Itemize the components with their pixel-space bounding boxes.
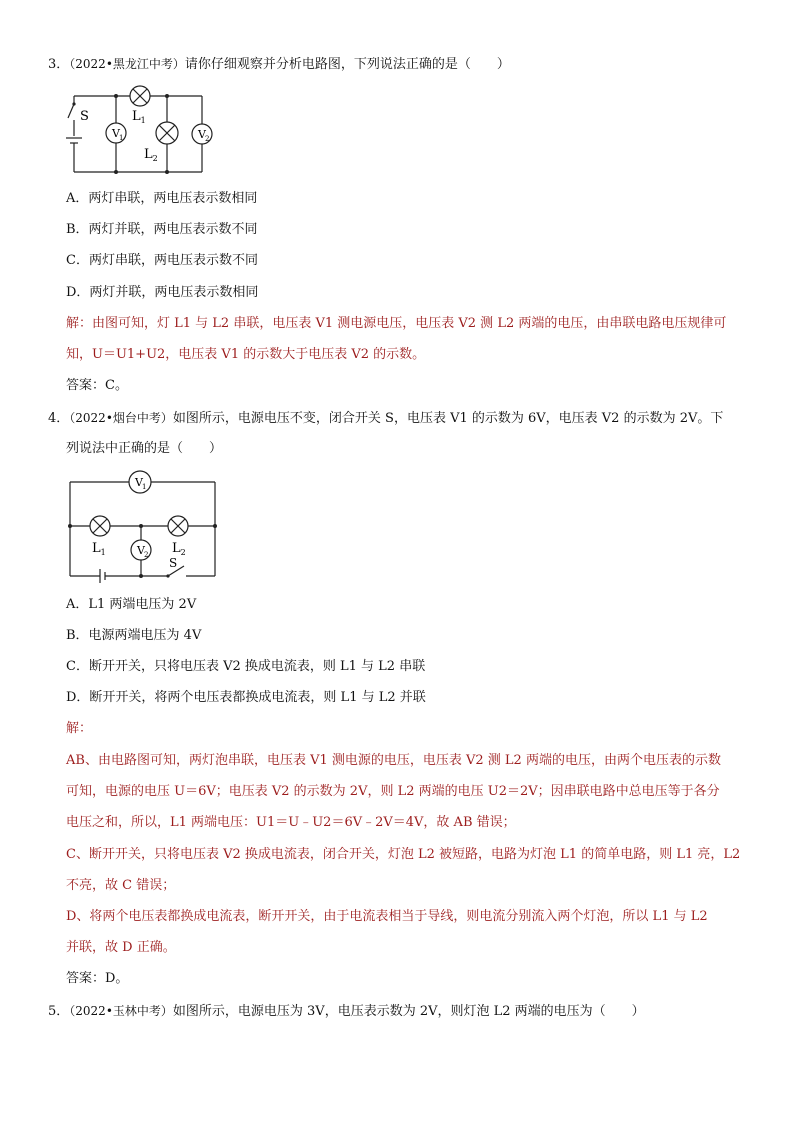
q4-solution-line-2: 可知，电源的电压 U＝6V；电压表 V2 的示数为 2V，则 L2 两端的电压 U2＝2V；因串联电路中总电压等于各分 bbox=[66, 784, 720, 799]
q3-stem bbox=[48, 55, 794, 74]
q3-circuit-diagram bbox=[62, 84, 222, 180]
q3-option-c: C．两灯串联，两电压表示数不同 bbox=[66, 253, 258, 268]
q3-option-b: B．两灯并联，两电压表示数不同 bbox=[66, 222, 258, 237]
svg-text:V: V bbox=[112, 127, 120, 140]
q3-label-switch: S bbox=[80, 109, 89, 124]
svg-text:V: V bbox=[137, 544, 145, 557]
q4-stem-line-2: 列说法中正确的是（ ） bbox=[66, 441, 223, 456]
q4-lamp-l2 bbox=[168, 516, 188, 536]
q3-solution-line-1: 解：由图可知，灯 L1 与 L2 串联，电压表 V1 测电源电压，电压表 V2 测 L2 两端的电压，由串联电路电压规律可 bbox=[66, 316, 727, 331]
q5-source: （2022•玉林中考） bbox=[69, 1004, 173, 1018]
q4-label-l1: $L_1$ bbox=[92, 541, 106, 557]
q5-question: 如图所示，电源电压为 3V，电压表示数为 2V，则灯泡 L2 两端的电压为（ ） bbox=[172, 1004, 645, 1019]
q3-source: （2022•黑龙江中考） bbox=[69, 57, 185, 71]
q3-answer: 答案：C。 bbox=[66, 378, 128, 393]
q4-solution-head: 解： bbox=[66, 721, 93, 736]
q4-circuit-diagram bbox=[64, 470, 224, 580]
svg-text:V: V bbox=[198, 128, 206, 141]
q3-lamp-l2 bbox=[156, 122, 178, 144]
q3-option-a: A．两灯串联，两电压表示数相同 bbox=[66, 191, 258, 206]
q4-answer: 答案：D。 bbox=[66, 971, 129, 986]
svg-text:1: 1 bbox=[119, 134, 124, 142]
q4-solution-line-5: 不亮，故 C 错误； bbox=[66, 878, 176, 893]
q4-voltmeter-v2 bbox=[131, 540, 151, 560]
q4-number: 4． bbox=[48, 411, 70, 426]
q4-option-b: B．电源两端电压为 4V bbox=[66, 628, 202, 643]
q3-number: 3． bbox=[48, 57, 70, 72]
q3-solution-line-2: 知，U＝U1+U2，电压表 V1 的示数大于电压表 V2 的示数。 bbox=[66, 347, 426, 362]
svg-text:2: 2 bbox=[205, 135, 210, 143]
q4-solution-line-4: C、断开开关，只将电压表 V2 换成电流表，闭合开关，灯泡 L2 被短路，电路为灯泡 L1 的简单电路，则 L1 亮，L2 bbox=[66, 847, 741, 862]
q5-stem bbox=[48, 1002, 794, 1021]
q4-label-l2: $L_2$ bbox=[172, 541, 186, 557]
q4-solution-line-6: D、将两个电压表都换成电流表，断开开关，由于电流表相当于导线，则电流分别流入两个灯泡，所以 L1 与 L2 bbox=[66, 909, 708, 924]
q4-solution-line-1: AB、由电路图可知，两灯泡串联，电压表 V1 测电源的电压，电压表 V2 测 L2 两端的电压，由两个电压表的示数 bbox=[66, 753, 721, 768]
svg-text:2: 2 bbox=[144, 551, 149, 559]
q3-voltmeter-v1 bbox=[106, 123, 126, 143]
q4-label-switch: S bbox=[169, 556, 178, 570]
q3-label-l1: $L_1$ bbox=[132, 109, 146, 125]
q4-voltmeter-v1 bbox=[129, 471, 151, 493]
svg-text:V: V bbox=[135, 476, 143, 489]
q4-stem-line-1 bbox=[48, 409, 794, 428]
q3-option-d: D．两灯并联，两电压表示数相同 bbox=[66, 285, 259, 300]
q4-option-d: D．断开开关，将两个电压表都换成电流表，则 L1 与 L2 并联 bbox=[66, 690, 426, 705]
q4-source: （2022•烟台中考） bbox=[69, 411, 173, 425]
q4-question: 如图所示，电源电压不变，闭合开关 S，电压表 V1 的示数为 6V，电压表 V2 的示数为 2V。下 bbox=[172, 411, 724, 426]
q5-number: 5． bbox=[48, 1004, 70, 1019]
q4-option-a: A．L1 两端电压为 2V bbox=[66, 597, 197, 612]
q4-solution-line-3: 电压之和，所以，L1 两端电压：U1＝U﹣U2＝6V﹣2V＝4V，故 AB 错误； bbox=[66, 815, 516, 830]
q3-switch-blade bbox=[68, 104, 74, 118]
q3-lamp-l1 bbox=[130, 86, 150, 106]
q3-voltmeter-v2 bbox=[192, 124, 212, 144]
q4-lamp-l1 bbox=[90, 516, 110, 536]
q4-option-c: C．断开开关，只将电压表 V2 换成电流表，则 L1 与 L2 串联 bbox=[66, 659, 426, 674]
svg-text:1: 1 bbox=[142, 483, 147, 491]
q3-label-l2: $L_2$ bbox=[144, 147, 158, 163]
q3-question: 请你仔细观察并分析电路图，下列说法正确的是（ ） bbox=[184, 57, 510, 72]
q4-solution-line-7: 并联，故 D 正确。 bbox=[66, 940, 176, 955]
